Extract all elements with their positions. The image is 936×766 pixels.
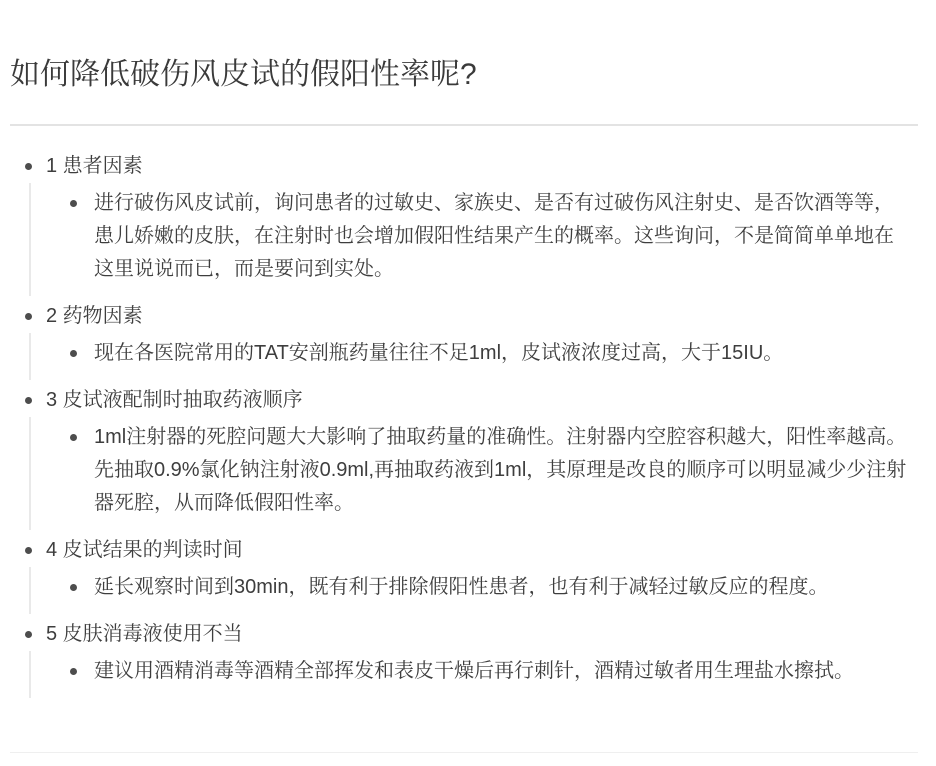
outline-item-label[interactable]: 5 皮肤消毒液使用不当 bbox=[46, 623, 243, 645]
outline-children bbox=[29, 567, 912, 614]
outline-subitem[interactable] bbox=[31, 571, 912, 604]
outline-item[interactable] bbox=[10, 618, 912, 651]
title-divider bbox=[10, 124, 918, 126]
bullet-icon[interactable] bbox=[25, 397, 32, 404]
outline-item[interactable] bbox=[10, 534, 912, 567]
outline-children bbox=[29, 417, 912, 530]
outline-subitem-text[interactable]: 建议用酒精消毒等酒精全部挥发和表皮干燥后再行刺针，酒精过敏者用生理盐水擦拭。 bbox=[94, 660, 854, 682]
outline-item[interactable] bbox=[10, 300, 912, 333]
page-title: 如何降低破伤风皮试的假阳性率呢? bbox=[10, 58, 477, 91]
outline-item-label[interactable]: 3 皮试液配制时抽取药液顺序 bbox=[46, 389, 303, 411]
outline-section bbox=[10, 384, 912, 530]
bullet-icon[interactable] bbox=[25, 547, 32, 554]
outline-children bbox=[29, 651, 912, 698]
bullet-icon[interactable] bbox=[70, 668, 77, 675]
outline-subitem[interactable] bbox=[31, 187, 912, 286]
outline-section bbox=[10, 618, 912, 698]
outline-subitem[interactable] bbox=[31, 655, 912, 688]
outline-subitem-text[interactable]: 进行破伤风皮试前，询问患者的过敏史、家族史、是否有过破伤风注射史、是否饮酒等等，患儿娇嫩的皮肤，在注射时也会增加假阳性结果产生的概率。这些询问，不是简简单单地在这里说说而已，而是要问到实处。 bbox=[94, 192, 894, 280]
outline-subitem-text[interactable]: 1ml注射器的死腔问题大大影响了抽取药量的准确性。注射器内空腔容积越大，阳性率越高。先抽取0.9%氯化钠注射液0.9ml,再抽取药液到1ml，其原理是改良的顺序可以明显减少少注射器死腔，从而降低假阳性率。 bbox=[94, 426, 907, 514]
bullet-icon[interactable] bbox=[70, 434, 77, 441]
outline-list bbox=[10, 150, 912, 698]
outline-item-label[interactable]: 2 药物因素 bbox=[46, 305, 143, 327]
bullet-icon[interactable] bbox=[25, 631, 32, 638]
bottom-divider bbox=[10, 752, 918, 753]
outline-subitem-text[interactable]: 延长观察时间到30min，既有利于排除假阳性患者，也有利于减轻过敏反应的程度。 bbox=[94, 576, 829, 598]
document-page bbox=[0, 55, 936, 698]
outline-item[interactable] bbox=[10, 384, 912, 417]
outline-subitem[interactable] bbox=[31, 421, 912, 520]
bullet-icon[interactable] bbox=[70, 200, 77, 207]
outline-subitem-text[interactable]: 现在各医院常用的TAT安剖瓶药量往往不足1ml，皮试液浓度过高，大于15IU。 bbox=[94, 342, 784, 364]
outline-item[interactable] bbox=[10, 150, 912, 183]
bullet-icon[interactable] bbox=[25, 163, 32, 170]
outline-section bbox=[10, 150, 912, 296]
outline-item-label[interactable]: 1 患者因素 bbox=[46, 155, 143, 177]
outline-item-label[interactable]: 4 皮试结果的判读时间 bbox=[46, 539, 243, 561]
bullet-icon[interactable] bbox=[70, 584, 77, 591]
outline-subitem[interactable] bbox=[31, 337, 912, 370]
outline-section bbox=[10, 534, 912, 614]
bullet-icon[interactable] bbox=[70, 350, 77, 357]
outline-section bbox=[10, 300, 912, 380]
outline-children bbox=[29, 333, 912, 380]
bullet-icon[interactable] bbox=[25, 313, 32, 320]
outline-children bbox=[29, 183, 912, 296]
